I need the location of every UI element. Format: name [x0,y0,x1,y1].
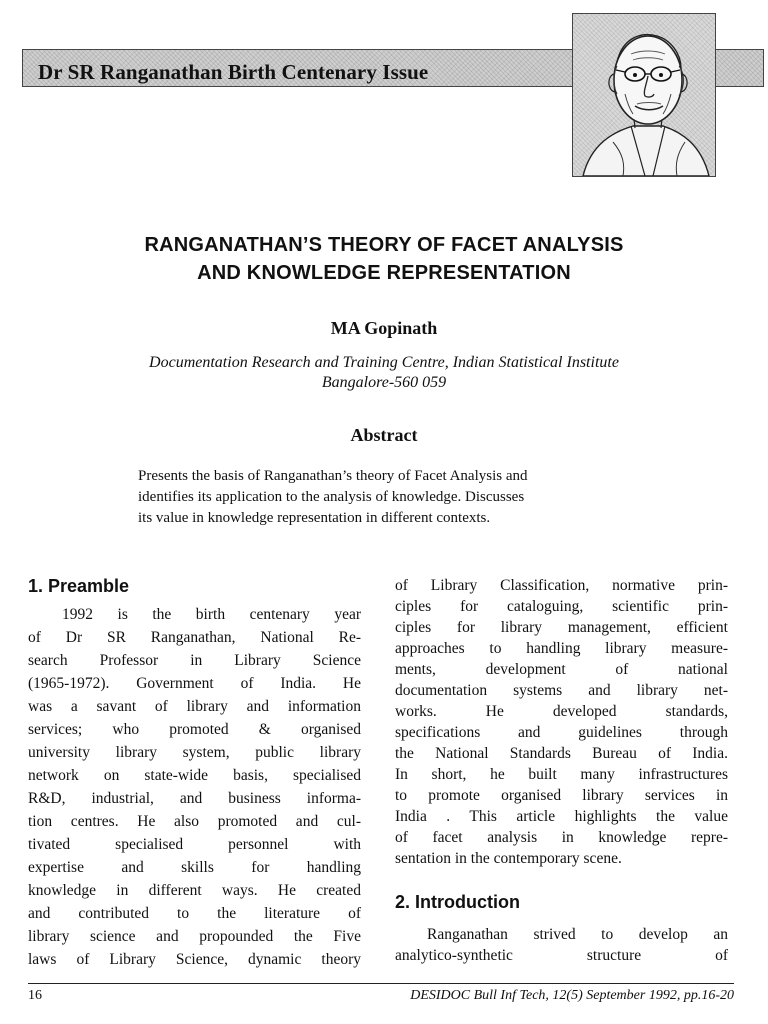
body-line: works. He developed standards, [395,703,728,720]
body-line: (1965-1972). Government of India. He [28,675,361,692]
abstract-line: its value in knowledge representation in different contexts. [138,510,491,526]
journal-citation: DESIDOC Bull Inf Tech, 12(5) September 1992, pp.16-20 [410,988,734,1003]
body-line: analytico-synthetic structure of [395,947,728,964]
body-line: sentation in the contemporary scene. [395,850,622,867]
footer-rule [28,983,734,984]
body-line: documentation systems and library net- [395,682,728,699]
body-line: laws of Library Science, dynamic theory [28,951,361,968]
affiliation-line-1: Documentation Research and Training Centre, Indian Statistical Institute [149,354,619,371]
abstract-line: identifies its application to the analysis of knowledge. Discusses [138,489,525,505]
body-line: services; who promoted & organised [28,721,361,738]
abstract-line: Presents the basis of Ranganathan’s theory of Facet Analysis and [138,468,528,484]
body-line: India . This article highlights the value [395,808,728,825]
section-heading-preamble: 1. Preamble [28,576,130,596]
abstract-heading: Abstract [350,425,418,445]
body-line: Ranganathan strived to develop an [427,926,728,943]
body-line: library science and propounded the Five [28,928,361,945]
body-line: of Library Classification, normative prin- [395,577,728,594]
author-name: MA Gopinath [330,318,438,338]
body-line: specifications and guidelines through [395,724,728,741]
body-line: ments, development of national [395,661,728,678]
body-line: ciples for cataloguing, scientific prin- [395,598,728,615]
body-line: of facet analysis in knowledge repre- [395,829,728,846]
issue-banner-title: Dr SR Ranganathan Birth Centenary Issue [38,60,429,84]
body-line: search Professor in Library Science [28,652,361,669]
portrait-image [572,13,716,177]
body-line: university library system, public library [28,744,361,761]
affiliation-line-2: Bangalore-560 059 [321,374,447,391]
body-line: and contributed to the literature of [28,905,361,922]
body-line: tivated specialised personnel with [28,836,361,853]
article-title-line-2: AND KNOWLEDGE REPRESENTATION [197,262,571,284]
body-line: tion centres. He also promoted and cul- [28,813,361,830]
body-line: knowledge in different ways. He created [28,882,361,899]
body-line: to promote organised library services in [395,787,728,804]
body-line: In short, he built many infrastructures [395,766,728,783]
body-line: of Dr SR Ranganathan, National Re- [28,629,361,646]
body-line: network on state-wide basis, specialised [28,767,361,784]
section-heading-introduction: 2. Introduction [395,892,520,912]
page-number: 16 [28,988,42,1003]
body-line: was a savant of library and information [28,698,361,715]
body-line: the National Standards Bureau of India. [395,745,728,762]
article-title-line-1: RANGANATHAN’S THEORY OF FACET ANALYSIS [144,234,624,256]
body-line: expertise and skills for handling [28,859,361,876]
body-line: R&D, industrial, and business informa- [28,790,361,807]
body-line: approaches to handling library measure- [395,640,728,657]
body-line: 1992 is the birth centenary year [62,606,361,623]
body-line: ciples for library management, efficient [395,619,728,636]
